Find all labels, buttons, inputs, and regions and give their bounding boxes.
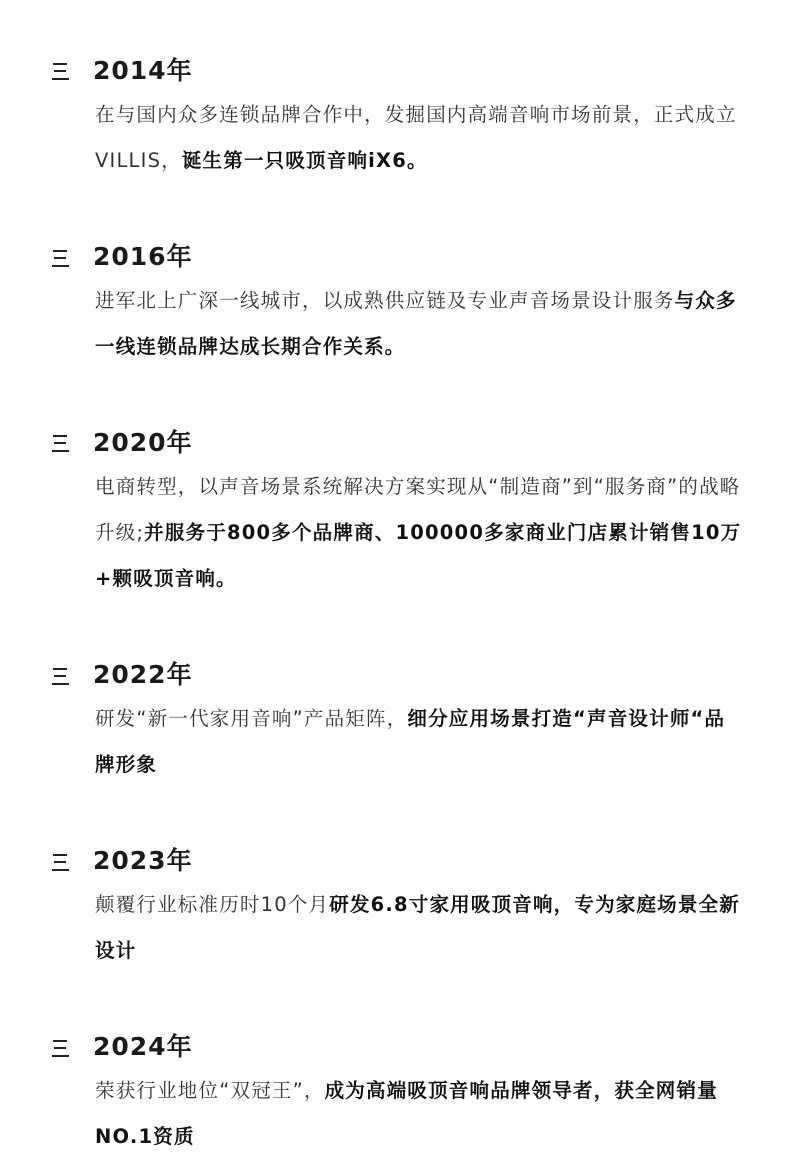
menu-lines-icon [52, 435, 69, 452]
menu-lines-icon [52, 854, 69, 871]
menu-lines-icon [52, 250, 69, 267]
entry-highlight: 成为高端吸顶音响品牌领导者，获全网销量NO.1资质 [95, 1079, 718, 1148]
entry-highlight: 研发6.8寸家用吸顶音响，专为家庭场景全新设计 [95, 893, 740, 962]
entry-text: 电商转型，以声音场景系统解决方案实现从“制造商”到“服务商”的战略升级; [95, 475, 741, 544]
entry-highlight: 与众多一线连锁品牌达成长期合作关系。 [95, 289, 737, 358]
entry-description [95, 882, 743, 974]
entry-text: 颠覆行业标准历时10个月 [95, 893, 330, 916]
entry-text: 在与国内众多连锁品牌合作中，发掘国内高端音响市场前景，正式成立VILLIS， [95, 103, 737, 172]
entry-year: 2022年 [93, 660, 193, 689]
entry-year: 2023年 [93, 846, 193, 875]
entry-highlight: 细分应用场景打造“声音设计师“品牌形象 [95, 707, 726, 776]
menu-lines-icon [52, 63, 69, 80]
entry-description [95, 696, 743, 788]
entry-year: 2014年 [93, 56, 193, 85]
entry-description [95, 464, 743, 602]
entry-year: 2020年 [93, 428, 193, 457]
entry-text: 荣获行业地位“双冠王”， [95, 1079, 325, 1102]
entry-year: 2024年 [93, 1032, 193, 1061]
entry-highlight: 诞生第一只吸顶音响iX6。 [181, 149, 428, 172]
entry-description [95, 1068, 743, 1160]
entry-text: 进军北上广深一线城市，以成熟供应链及专业声音场景设计服务 [95, 289, 675, 312]
entry-description [95, 92, 743, 184]
menu-lines-icon [52, 1040, 69, 1057]
entry-year: 2016年 [93, 242, 193, 271]
entry-highlight: 并服务于800多个品牌商、100000多家商业门店累计销售10万+颗吸顶音响。 [95, 521, 742, 590]
entry-description [95, 278, 743, 370]
menu-lines-icon [52, 668, 69, 685]
entry-text: 研发“新一代家用音响”产品矩阵， [95, 707, 408, 730]
